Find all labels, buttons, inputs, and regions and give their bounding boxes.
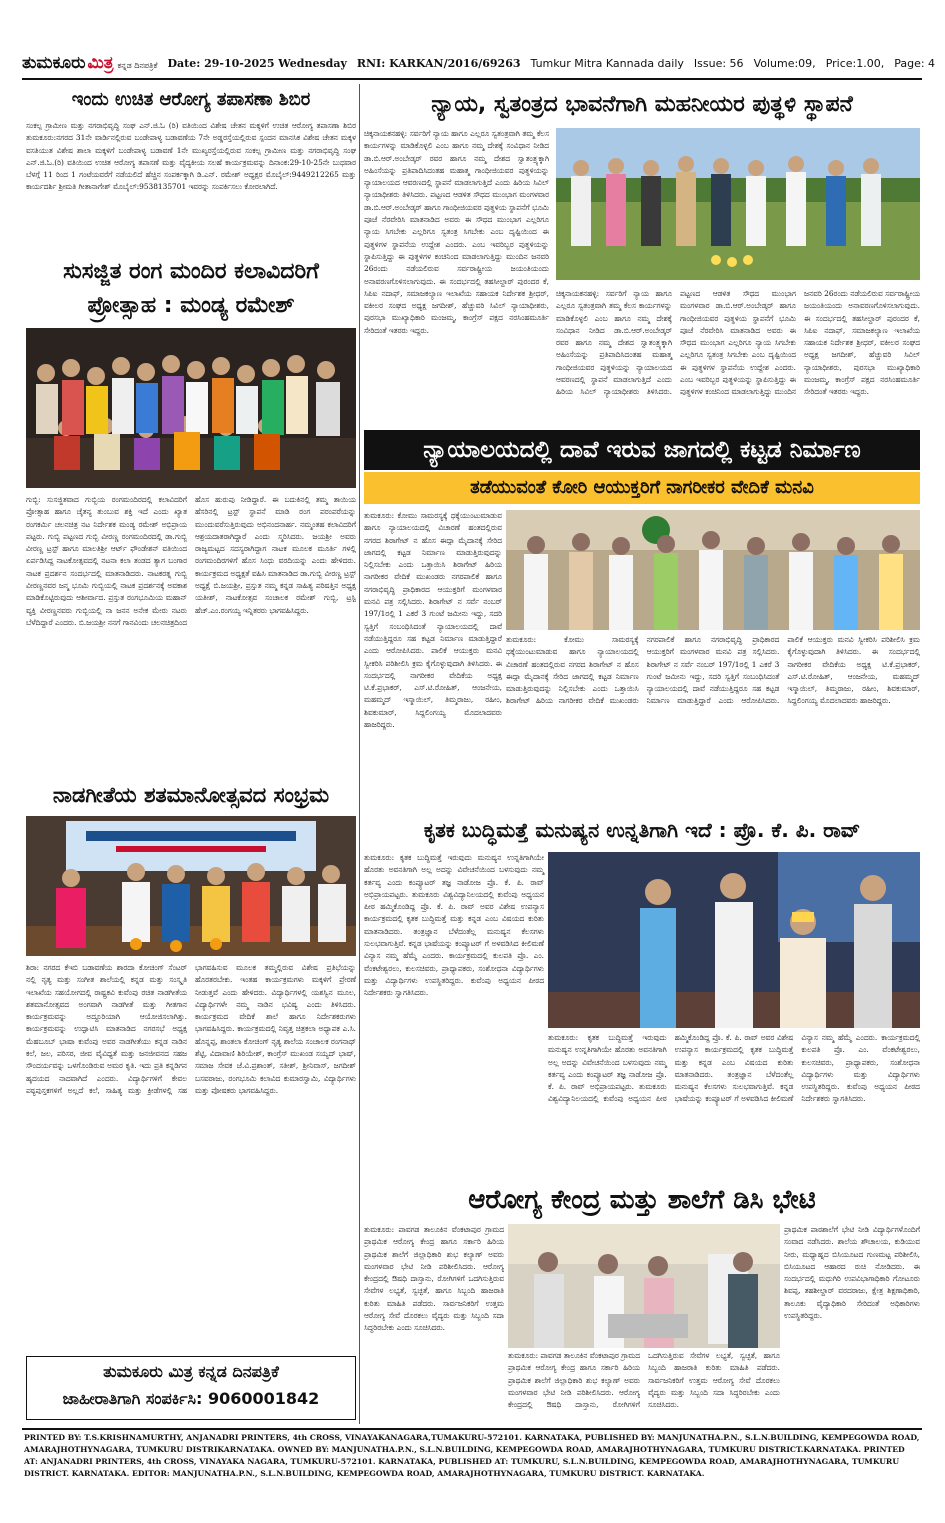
ranga-headline-line1: ಸುಸಜ್ಜಿತ ರಂಗ ಮಂದಿರ ಕಲಾವಿದರಿಗೆ [63,259,319,284]
kp-rao-felicitation-photo [548,852,920,1028]
ad-contact: ಜಾಹೀರಾತಿಗಾಗಿ ಸಂಪರ್ಕಿಸಿ: 9060001842 [62,1389,320,1408]
naadageete-headline: ನಾಡಗೀತೆಯ ಶತಮಾನೋತ್ಸವದ ಸಂಭ್ರಮ [52,783,330,807]
ranga-headline-line2: ಪ್ರೋತ್ಸಾಹ : ಮಂಡ್ಯ ರಮೇಶ್ [87,293,295,318]
court-headline: ನ್ಯಾಯಾಲಯದಲ್ಲಿ ದಾವೆ ಇರುವ ಜಾಗದಲ್ಲಿ ಕಟ್ಟಡ ನಿರ್ಮಾಣ [364,430,920,470]
health-camp-headline: ಇಂದು ಉಚಿತ ಆರೋಗ್ಯ ತಪಾಸಣಾ ಶಿಬಿರ [71,89,311,110]
court-petition-photo [506,510,920,630]
kp-rao-headline: ಕೃತಕ ಬುದ್ಧಿಮತ್ತೆ ಮನುಷ್ಯನ ಉನ್ನತಿಗಾಗಿ ಇದೆ : ಪ್ರೊ. ಕೆ. ಪಿ. ರಾವ್ [423,818,861,842]
page-number: Page: 4 [894,56,936,70]
newspaper-logo [22,53,157,73]
court-body-lead: ತುಮಕೂರು: ಕೋಮು ಸಾಮರಸ್ಯಕ್ಕೆ ಧಕ್ಕೆಯುಂಟುಮಾಡುವ ಹಾಗೂ ನ್ಯಾಯಾಲಯದಲ್ಲಿ ವಿಚಾರಣೆ ಹಂತದಲ್ಲಿರುವ ನಗರದ ಶಿರಾಗೇಟ್ ನ ಹೊಸ ಈದ್ಗಾ ಮೈದಾನಕ್ಕೆ ಸೇರಿದ ಜಾಗದಲ್ಲಿ ಕಟ್ಟಡ ನಿರ್ಮಾಣ ಮಾಡುತ್ತಿರುವುದನ್ನು ನಿಲ್ಲಿಸಬೇಕು ಎಂದು ಒತ್ತಾಯಿಸಿ ಶಿರಾಗೇಟ್ ಹಿರಿಯ ನಾಗರೀಕರ ವೇದಿಕೆ ಮುಖಂಡರು ನಗರಪಾಲಿಕೆ ಹಾಗೂ ನಗರಾಭಿವೃದ್ಧಿ ಪ್ರಾಧಿಕಾರದ ಆಯುಕ್ತರಿಗೆ ಮಂಗಳವಾರ ಮನವಿ ಪತ್ರ ಸಲ್ಲಿಸಿದರು. ಶಿರಾಗೇಟ್ ನ ಸರ್ವೆ ನಂಬರ್ 197/1ರಲ್ಲಿ 1 ಎಕರೆ 3 ಗುಂಟೆ ಜಮೀನು ಇದ್ದು, ಸದರಿ ಸ್ವತ್ತಿಗೆ ಸಂಬಂಧಿಸಿದಂತೆ ನ್ಯಾಯಾಲಯದಲ್ಲಿ ದಾವೆ ನಡೆಯುತ್ತಿದ್ದರೂ ಸಹ ಕಟ್ಟಡ ನಿರ್ಮಾಣ ಮಾಡುತ್ತಿದ್ದಾರೆ ಎಂದು ಆರೋಪಿಸಿದರು. ಪಾಲಿಕೆ ಆಯುಕ್ತರು ಮನವಿ ಸ್ವೀಕರಿಸಿ ಪರಿಶೀಲಿಸಿ ಕ್ರಮ ಕೈಗೊಳ್ಳುವುದಾಗಿ ತಿಳಿಸಿದರು. ಈ ಸಂದರ್ಭದಲ್ಲಿ ನಾಗರೀಕರ ವೇದಿಕೆಯ ಅಧ್ಯಕ್ಷ ಟಿ.ಕೆ.ಪ್ರಭಾಕರ್, ಎಸ್.ಟಿ.ರೋಹಿತ್, ಆಂಜನೇಯ, ಮಹಮ್ಮದ್ ಇಸ್ಮಾಯಿಲ್, ತಿಮ್ಮರಾಜು, ರಹೀಂ, ಶಿವಕುಮಾರ್, ಸಿದ್ದಲಿಂಗಯ್ಯ ಮೊದಲಾದವರು ಹಾಜರಿದ್ದರು. [364,511,502,730]
dc-visit-body-right: ಪ್ರಾಥಮಿಕ ಪಾಠಶಾಲೆಗೆ ಭೇಟಿ ನೀಡಿ ವಿದ್ಯಾರ್ಥಿಗಳೊಂದಿಗೆ ಸಂವಾದ ನಡೆಸಿದರು. ಶಾಲೆಯ ಶೌಚಾಲಯ, ಕುಡಿಯುವ ನೀರು, ಮಧ್ಯಾಹ್ನದ ಬಿಸಿಯೂಟದ ಗುಣಮಟ್ಟ ಪರಿಶೀಲಿಸಿ, ಬಿಸಿಯೂಟದ ಆಹಾರದ ರುಚಿ ನೋಡಿದರು. ಈ ಸಂದರ್ಭದಲ್ಲಿ ಮಧುಗಿರಿ ಉಪವಿಭಾಗಾಧಿಕಾರಿ ಗೋಟೂರು ಶಿವಪ್ಪ, ತಹಶೀಲ್ದಾರ್ ವರದರಾಜು, ಕ್ಷೇತ್ರ ಶಿಕ್ಷಣಾಧಿಕಾರಿ, ತಾಲೂಕು ವೈದ್ಯಾಧಿಕಾರಿ ಸೇರಿದಂತೆ ಅಧಿಕಾರಿಗಳು ಉಪಸ್ಥಿತರಿದ್ದರು. [784,1225,920,1321]
price: Price:1.00, [825,56,885,70]
ranga-group-photo [26,328,356,488]
volume-number: Volume:09, [753,56,816,70]
masthead-divider [22,78,922,80]
naadageete-event-photo [26,816,356,956]
imprint-footer: PRINTED BY: T.S.KRISHNAMURTHY, ANJANADRI PRINTERS, 4th CROSS, VINAYAKANAGARA,TUMAKURU-572101. KARNATAKA, PUBLISHED BY: MANJUNATHA.P.N., S.L.N.BUILDING, KEMPEGOWDA ROAD, AMARAJHOTHYNAGARA, TUMKURU DISTRIKARNATAKA. OWNED BY: MANJUNATHA.P.N., S.L.N.BUILDING, KEMPEGOWDA ROAD, AMARAJHOTHYNAGARA, TUMKURU DISTRICT.KARNATAKA. PRINTED AT: ANJANADRI PRINTERS, 4th CROSS, VINAYAKA NAGARA, TUMKURU-572101. KARNATAKA, PUBLISHED AT: TUMKURU, S.L.N.BUILDING, KEMPEGOWDA ROAD, AMARAJHOTHYNAGARA, TUMKURU DISTRICT. KARNATAKA. EDITOR: MANJUNATHA.P.N., S.L.N.BUILDING, KEMPEGOWDA ROAD, AMARAJHOTHYNAGARA, TUMKURU DISTRICT. KARNATAKA. [24,1433,920,1478]
issue-number: Issue: 56 [693,56,744,70]
paper-name: Tumkur Mitra Kannada daily [530,56,684,70]
dc-visit-body-left: ತುಮಕೂರು: ಪಾವಗಡ ತಾಲೂಕಿನ ವೆಂಕಟಾಪುರ ಗ್ರಾಮದ ಪ್ರಾಥಮಿಕ ಆರೋಗ್ಯ ಕೇಂದ್ರ ಹಾಗೂ ಸರ್ಕಾರಿ ಹಿರಿಯ ಪ್ರಾಥಮಿಕ ಶಾಲೆಗೆ ಜಿಲ್ಲಾಧಿಕಾರಿ ಶುಭ ಕಲ್ಯಾಣ್ ಅವರು ಮಂಗಳವಾರ ಭೇಟಿ ನೀಡಿ ಪರಿಶೀಲಿಸಿದರು. ಆರೋಗ್ಯ ಕೇಂದ್ರದಲ್ಲಿ ಔಷಧಿ ದಾಸ್ತಾನು, ರೋಗಿಗಳಿಗೆ ಒದಗಿಸುತ್ತಿರುವ ಸೇವೆಗಳ ಲಭ್ಯತೆ, ಸ್ವಚ್ಛತೆ, ಹಾಗೂ ಸಿಬ್ಬಂದಿ ಹಾಜರಾತಿ ಕುರಿತು ಮಾಹಿತಿ ಪಡೆದರು. ಸಾರ್ವಜನಿಕರಿಗೆ ಉತ್ತಮ ಆರೋಗ್ಯ ಸೇವೆ ದೊರಕಲು ವೈದ್ಯರು ಮತ್ತು ಸಿಬ್ಬಂದಿ ಸದಾ ಸಿದ್ಧರಿರಬೇಕು ಎಂದು ಸೂಚಿಸಿದರು. [364,1225,504,1333]
masthead [22,50,936,76]
ranga-body: ಗುಬ್ಬಿ: ಸುಸಜ್ಜಿತವಾದ ಗುಬ್ಬಿಯ ರಂಗಮಂದಿರದಲ್ಲಿ ಕಲಾವಿದರಿಗೆ ಪ್ರೋತ್ಸಾಹ ಹಾಗೂ ಚೈತನ್ಯ ತುಂಬುವ ಶಕ್ತಿ ಇದೆ ಎಂದು ಖ್ಯಾತ ರಂಗಕರ್ಮಿ ಚಲನಚಿತ್ರ ನಟ ನಿರ್ದೇಶಕ ಮಂಡ್ಯ ರಮೇಶ್ ಅಭಿಪ್ರಾಯ ಪಟ್ಟರು. ಗುಬ್ಬಿ ಪಟ್ಟಣದ ಗುಬ್ಬಿ ವೀರಣ್ಣ ರಂಗಮಂದಿರದಲ್ಲಿ ಡಾ.ಗುಬ್ಬಿ ವೀರಣ್ಣ ಟ್ರಸ್ಟ್ ಹಾಗೂ ಮಾಲತಿಶ್ರೀ ಆರ್ಟ್ ಫೌಂಡೇಶನ್ ವತಿಯಿಂದ ಏರ್ಪಡಿಸಿದ್ದ ನಾಟಕೋತ್ಸವದಲ್ಲಿ ನಟನಾ ಕಲಾ ತಂಡದ ತ್ಯಾಗ ಬಂಗಾರ ನಾಟಕ ಪ್ರದರ್ಶನ ಸಂದರ್ಭದಲ್ಲಿ ಮಾತನಾಡಿದರು. ನಾಟಕರತ್ನ ಗುಬ್ಬಿ ವೀರಣ್ಣನವರ ಜನ್ಮ ಭೂಮಿ ಗುಬ್ಬಿಯಲ್ಲಿ ನಾಟಕ ಪ್ರದರ್ಶನಕ್ಕೆ ಅವಕಾಶ ಮಾಡಿಕೊಟ್ಟಿರುವುದು ಆಶೀರ್ವಾದ. ಪ್ರಸ್ತುತ ರಂಗಭೂಮಿಯ ಮಹಾನ್ ವ್ಯಕ್ತಿ ವೀರಣ್ಣನವರು ಗುಬ್ಬಿಯಲ್ಲಿ ನಾ ಜನನ ಅನೇಕ ಮೇರು ನಟರು ಬೆಳೆದಿದ್ದಾರೆ ಎಂದರು. ಬಿ.ಜಯಶ್ರೀ ನನಗೆ ಗಾನವಿಂದು ಚಲನಚಿತ್ರದಿಂದ ಹೊಸ ಹುರುಪು ನೀಡಿದ್ದಾರೆ. ಈ ಬದುಕಿನಲ್ಲಿ ತಮ್ಮ ತಾಯಿಯ ಹೆಸರಿನಲ್ಲಿ ಟ್ರಸ್ಟ್ ಸ್ಥಾಪನೆ ಮಾಡಿ ರಂಗ ಪರಂಪರೆಯನ್ನು ಮುಂದುವರೆಸುತ್ತಿರುವುದು ಅಭಿನಂದನಾರ್ಹ. ನಮ್ಮಂತಹ ಕಲಾವಿದರಿಗೆ ಆಶ್ರಯದಾತರಾಗಿದ್ದಾರೆ ಎಂದು ಸ್ಮರಿಸಿದರು. ಜಯಶ್ರೀ ಅವರು ರಾಜ್ಯಮಟ್ಟದ ಸದಸ್ಯರಾಗಿದ್ದಾಗ ನಾಟಕ ಮೂಲಕ ಮೂರ್ತಿ ಗಳಲ್ಲಿ ರಂಗಮಂದಿರಗಳಿಗೆ ಹೊಸ ಸಿಂಧು ವರದಿಯನ್ನು ಎಂದು ಹೇಳಿದರು. ಕಾರ್ಯಕ್ರಮದ ಅಧ್ಯಕ್ಷತೆ ವಹಿಸಿ ಮಾತನಾಡಿದ ಡಾ.ಗುಬ್ಬಿ ವೀರಣ್ಣ ಟ್ರಸ್ಟ್ ಅಧ್ಯಕ್ಷೆ ಬಿ.ಜಯಶ್ರೀ, ಪ್ರಸ್ತುತ ನಮ್ಮ ಕನ್ನಡ ಸಾಹಿತ್ಯ ಪರಿಷತ್ತಿನ ಅಧ್ಯಕ್ಷ ಯತೀಶ್, ನಾಟಕೋತ್ಸವ ಸಂಚಾಲಕ ರಮೇಶ್ ಗುಬ್ಬಿ, ಟ್ರಸ್ಟಿ ಹೆಚ್.ಎಂ.ರಂಗಯ್ಯ ಇನ್ನಿತರರು ಭಾಗವಹಿಸಿದ್ದರು. [26,495,356,627]
rni-number: RNI: KARKAN/2016/69263 [356,56,521,70]
naadageete-body: ಶಿರಾ: ನಗರದ ಕೆಇಬಿ ಬಡಾವಣೆಯ ಶಾರದಾ ಕೋಚಿಂಗ್ ಸೆಂಟರ್ ನಲ್ಲಿ ನೃತ್ಯ ಮತ್ತು ಸಂಗೀತ ಶಾಲೆಯಲ್ಲಿ ಕನ್ನಡ ಮತ್ತು ಸಂಸ್ಕೃತಿ ಇಲಾಖೆಯ ಸಹಯೋಗದಲ್ಲಿ ರಾಷ್ಟ್ರಕವಿ ಕುವೆಂಪು ರಚಿತ ನಾಡಗೀತೆಯ ಶತಮಾನೋತ್ಸವದ ಅಂಗವಾಗಿ ನಾಡಗೀತೆ ಮತ್ತು ಗೀತಗಾನ ಕಾರ್ಯಕ್ರಮವನ್ನು ಅದ್ದೂರಿಯಾಗಿ ಆಯೋಜಿಸಲಾಗಿತ್ತು. ಕಾರ್ಯಕ್ರಮವನ್ನು ಉದ್ಘಾಟಿಸಿ ಮಾತನಾಡಿದ ನಗರಸಭೆ ಅಧ್ಯಕ್ಷ ಮೆಹಬೂಬ್ ಭಾಷಾ ಕುವೆಂಪು ಅವರ ನಾಡಗೀತೆಯು ಕನ್ನಡ ನಾಡಿನ ಕಲೆ, ಜಲ, ಪರಿಸರ, ಜೀವ ವೈವಿಧ್ಯತೆ ಮತ್ತು ಜನಜೀವನದ ಸಹಜ ಸೌಂದರ್ಯವನ್ನು ಒಳಗೊಂಡಿರುವ ಅಮರ ಕೃತಿ. ಇದು ಪ್ರತಿ ಕನ್ನಡಿಗನ ಹೃದಯದ ನಾದವಾಗಿದೆ ಎಂದರು. ವಿದ್ಯಾರ್ಥಿಗಳಿಗೆ ಕೇವಲ ಪಠ್ಯಪುಸ್ತಕಗಳಿಗೆ ಅಲ್ಲದೆ ಕಲೆ, ಸಾಹಿತ್ಯ ಮತ್ತು ಕ್ರೀಡೆಗಳಲ್ಲಿ ಸಹ ಭಾಗವಹಿಸುವ ಮೂಲಕ ತಮ್ಮಲ್ಲಿರುವ ವಿಶೇಷ ಪ್ರತಿಭೆಯನ್ನು ಹೊರತರಬೇಕು. ಇಂತಹ ಕಾರ್ಯಕ್ರಮಗಳು ಮಕ್ಕಳಿಗೆ ಪ್ರೇರಣೆ ನೀಡುತ್ತವೆ ಎಂದು ಹೇಳಿದರು. ವಿದ್ಯಾರ್ಥಿಗಳಲ್ಲಿ ಯಶಸ್ವಿನ ಮೂಲ, ವಿದ್ಯಾರ್ಥಿಗಳೇ ನಮ್ಮ ನಾಡಿನ ಭವಿಷ್ಯ ಎಂದು ತಿಳಿಸಿದರು. ಕಾರ್ಯಕ್ರಮದ ವೇದಿಕೆ ಶಾಲೆ ಹಾಗೂ ನಿರ್ದೇಶಕರುಗಳು ಭಾಗವಹಿಸಿದ್ದರು. ಕಾರ್ಯಕ್ರಮದಲ್ಲಿ ನಿವೃತ್ತ ಚಿತ್ರಕಲಾ ಅಧ್ಯಾಪಕ ಎ.ಸಿ. ಹೊನ್ನಪ್ಪ, ಶಾಂತಲಾ ಕೋಚಿಂಗ್ ನೃತ್ಯ ಶಾಲೆಯ ಸಂಚಾಲಕ ರಂಗನಾಥ್ ಶೆಟ್ಟಿ, ವಿದಾವಾಣಿ ಶಿರಿಯೇಶ್, ಕಾಂಗ್ರೆಸ್ ಮುಖಂಡ ಸಯ್ಯದ್ ಭಾಷ್, ಸಮಾಜ ಸೇವಕ ಜೆ.ವಿ.ಪ್ರಶಾಂತ್, ಸತೀಶ್, ಶ್ರೀನಿವಾಸ್, ಜಗದೀಶ್ ಬಸವರಾಜು, ರಂಗಭೂಮಿ ಕಲಾವಿದ ಕುಮಾರಸ್ವಾಮಿ, ವಿದ್ಯಾರ್ಥಿಗಳು ಮತ್ತು ಪೋಷಕರು ಭಾಗವಹಿಸಿದ್ದರು. [26,963,356,1095]
advertisement-box [26,1356,356,1420]
court-subheadline: ತಡೆಯುವಂತೆ ಕೋರಿ ಆಯುಕ್ತರಿಗೆ ನಾಗರೀಕರ ವೇದಿಕೆ ಮನವಿ [364,472,920,504]
column-divider [359,84,360,1424]
logo-main: ತುಮಕೂರು [22,53,86,73]
statue-body-continued: ಚಿಕ್ಕನಾಯಕನಹಳ್ಳಿ: ಸರ್ವರಿಗೆ ನ್ಯಾಯ ಹಾಗೂ ಎಲ್ಲರೂ ಸ್ವತಂತ್ರವಾಗಿ ತಮ್ಮ ಕೆಲಸ ಕಾರ್ಯಗಳನ್ನು ಮಾಡಿಕೊಳ್ಳಲಿ ಎಂಬ ಹಾಗೂ ನಮ್ಮ ದೇಶಕ್ಕೆ ಸಂವಿಧಾನ ನೀಡಿದ ಡಾ.ಬಿ.ಆರ್.ಅಂಬೇಡ್ಕರ್ ರವರ ಹಾಗೂ ನಮ್ಮ ದೇಶದ ಸ್ವಾತಂತ್ರ್ಯಕ್ಕಾಗಿ ಅಹಿಂಸೆಯನ್ನು ಪ್ರತಿಪಾದಿಸಿದಂತಹ ಮಹಾತ್ಮ ಗಾಂಧೀಜಿಯವರ ಪುತ್ಥಳಿಯನ್ನು ನ್ಯಾಯಾಲಯದ ಆವರಣದಲ್ಲಿ ಸ್ಥಾಪನೆ ಮಾಡಲಾಗುತ್ತಿದೆ ಎಂದು ಹಿರಿಯ ಸಿವಿಲ್ ನ್ಯಾಯಾಧೀಶರು ತಿಳಿಸಿದರು. ಪಟ್ಟಣದ ಆಡಳಿತ ಸೌಧದ ಮುಂಭಾಗ ಮಂಗಳವಾರ ಡಾ.ಬಿ.ಆರ್.ಅಂಬೇಡ್ಕರ್ ಹಾಗೂ ಗಾಂಧೀಜಿಯವರ ಪುತ್ಥಳಿಯ ಸ್ಥಾಪನೆಗೆ ಭೂಮಿ ಪೂಜೆ ನೆರವೇರಿಸಿ ಮಾತನಾಡಿದ ಅವರು ಈ ಸೌಧದ ಮುಂಭಾಗ ಎಲ್ಲರಿಗೂ ನ್ಯಾಯ ಸಿಗಬೇಕು ಎಲ್ಲರಿಗೂ ಸ್ವತಂತ್ರ ಸಿಗಬೇಕು ಎಂಬ ದೃಷ್ಟಿಯಿಂದ ಈ ಪುತ್ಥಳಿಗಳ ಸ್ಥಾಪನೆಯ ಉದ್ದೇಶ ಎಂದರು. ಎಂಬ ಇವರಿಬ್ಬರ ಪುತ್ಥಳಿಯನ್ನು ಸ್ಥಾಪಿಸುತ್ತಿದ್ದು ಈ ಪುತ್ಥಳಿಗಳ ಕಂಚಿನಿಂದ ಮಾಡಲಾಗುತ್ತಿದ್ದು ಮುಂದಿನ ಜನವರಿ 26ರಂದು ನಡೆಯಲಿರುವ ಸರ್ವರಾಷ್ಟ್ರೀಯ ಜಯಂತಿಯಂದು ಅನಾವರಣಗೊಳಿಸಲಾಗುವುದು. ಈ ಸಂದರ್ಭದಲ್ಲಿ ತಹಸೀಲ್ದಾರ್ ಪುರಂದರ ಕೆ, ಸಿಪಿಐ ನದಾಫ್, ಸಮಾಜಕಲ್ಯಾಣ ಇಲಾಖೆಯ ಸಹಾಯಕ ನಿರ್ದೇಶಕ ಶ್ರೀಧರ್, ವಕೀಲರ ಸಂಘದ ಅಧ್ಯಕ್ಷ ಜಗದೀಶ್, ಹೆಚ್ಚುವರಿ ಸಿವಿಲ್ ನ್ಯಾಯಾಧೀಶರು, ಪುರಸಭಾ ಮುಖ್ಯಾಧಿಕಾರಿ ಮಂಜಮ್ಮ, ಕಾಂಗ್ರೆಸ್ ಪಕ್ಷದ ನರಸಿಂಹಮೂರ್ತಿ ಸೇರಿದಂತೆ ಇತರರು ಇದ್ದರು. [556,289,920,397]
statue-foundation-photo [556,128,920,280]
logo-accent: ಮಿತ್ರ [87,53,114,73]
statue-body-lead: ಚಿಕ್ಕನಾಯಕನಹಳ್ಳಿ: ಸರ್ವರಿಗೆ ನ್ಯಾಯ ಹಾಗೂ ಎಲ್ಲರೂ ಸ್ವತಂತ್ರವಾಗಿ ತಮ್ಮ ಕೆಲಸ ಕಾರ್ಯಗಳನ್ನು ಮಾಡಿಕೊಳ್ಳಲಿ ಎಂಬ ಹಾಗೂ ನಮ್ಮ ದೇಶಕ್ಕೆ ಸಂವಿಧಾನ ನೀಡಿದ ಡಾ.ಬಿ.ಆರ್.ಅಂಬೇಡ್ಕರ್ ರವರ ಹಾಗೂ ನಮ್ಮ ದೇಶದ ಸ್ವಾತಂತ್ರ್ಯಕ್ಕಾಗಿ ಅಹಿಂಸೆಯನ್ನು ಪ್ರತಿಪಾದಿಸಿದಂತಹ ಮಹಾತ್ಮ ಗಾಂಧೀಜಿಯವರ ಪುತ್ಥಳಿಯನ್ನು ನ್ಯಾಯಾಲಯದ ಆವರಣದಲ್ಲಿ ಸ್ಥಾಪನೆ ಮಾಡಲಾಗುತ್ತಿದೆ ಎಂದು ಹಿರಿಯ ಸಿವಿಲ್ ನ್ಯಾಯಾಧೀಶರು ತಿಳಿಸಿದರು. ಪಟ್ಟಣದ ಆಡಳಿತ ಸೌಧದ ಮುಂಭಾಗ ಮಂಗಳವಾರ ಡಾ.ಬಿ.ಆರ್.ಅಂಬೇಡ್ಕರ್ ಹಾಗೂ ಗಾಂಧೀಜಿಯವರ ಪುತ್ಥಳಿಯ ಸ್ಥಾಪನೆಗೆ ಭೂಮಿ ಪೂಜೆ ನೆರವೇರಿಸಿ ಮಾತನಾಡಿದ ಅವರು ಈ ಸೌಧದ ಮುಂಭಾಗ ಎಲ್ಲರಿಗೂ ನ್ಯಾಯ ಸಿಗಬೇಕು ಎಲ್ಲರಿಗೂ ಸ್ವತಂತ್ರ ಸಿಗಬೇಕು ಎಂಬ ದೃಷ್ಟಿಯಿಂದ ಈ ಪುತ್ಥಳಿಗಳ ಸ್ಥಾಪನೆಯ ಉದ್ದೇಶ ಎಂದರು. ಎಂಬ ಇವರಿಬ್ಬರ ಪುತ್ಥಳಿಯನ್ನು ಸ್ಥಾಪಿಸುತ್ತಿದ್ದು ಈ ಪುತ್ಥಳಿಗಳ ಕಂಚಿನಿಂದ ಮಾಡಲಾಗುತ್ತಿದ್ದು ಮುಂದಿನ ಜನವರಿ 26ರಂದು ನಡೆಯಲಿರುವ ಸರ್ವರಾಷ್ಟ್ರೀಯ ಜಯಂತಿಯಂದು ಅನಾವರಣಗೊಳಿಸಲಾಗುವುದು. ಈ ಸಂದರ್ಭದಲ್ಲಿ ತಹಸೀಲ್ದಾರ್ ಪುರಂದರ ಕೆ, ಸಿಪಿಐ ನದಾಫ್, ಸಮಾಜಕಲ್ಯಾಣ ಇಲಾಖೆಯ ಸಹಾಯಕ ನಿರ್ದೇಶಕ ಶ್ರೀಧರ್, ವಕೀಲರ ಸಂಘದ ಅಧ್ಯಕ್ಷ ಜಗದೀಶ್, ಹೆಚ್ಚುವರಿ ಸಿವಿಲ್ ನ್ಯಾಯಾಧೀಶರು, ಪುರಸಭಾ ಮುಖ್ಯಾಧಿಕಾರಿ ಮಂಜಮ್ಮ, ಕಾಂಗ್ರೆಸ್ ಪಕ್ಷದ ನರಸಿಂಹಮೂರ್ತಿ ಸೇರಿದಂತೆ ಇತರರು ಇದ್ದರು. [364,129,549,335]
dc-visit-headline: ಆರೋಗ್ಯ ಕೇಂದ್ರ ಮತ್ತು ಶಾಲೆಗೆ ಡಿಸಿ ಭೇಟಿ [468,1185,816,1215]
kp-rao-body: ತುಮಕೂರು: ಕೃತಕ ಬುದ್ಧಿಮತ್ತೆ ಇರುವುದು ಮನುಷ್ಯನ ಉನ್ನತಿಗಾಗಿಯೇ ಹೊರತು ಅವನತಿಗಾಗಿ ಅಲ್ಲ ಅದನ್ನು ವಿವೇಚನೆಯಿಂದ ಬಳಸುವುದು ನಮ್ಮ ಕರ್ತವ್ಯ ಎಂದು ಕಂಪ್ಯೂಟರ್ ತಜ್ಞ ನಾಡೋಜ ಪ್ರೊ. ಕೆ. ಪಿ. ರಾವ್ ಅಭಿಪ್ರಾಯಪಟ್ಟರು. ತುಮಕೂರು ವಿಶ್ವವಿದ್ಯಾನಿಲಯದಲ್ಲಿ ಕುವೆಂಪು ಅಧ್ಯಯನ ಪೀಠ ಹಮ್ಮಿಕೊಂಡಿದ್ದ ಪ್ರೊ. ಕೆ. ಪಿ. ರಾವ್ ಅವರ ವಿಶೇಷ ಉಪನ್ಯಾಸ ಕಾರ್ಯಕ್ರಮದಲ್ಲಿ ಕೃತಕ ಬುದ್ಧಿಮತ್ತೆ ಮತ್ತು ಕನ್ನಡ ಎಂಬ ವಿಷಯದ ಕುರಿತು ಮಾತನಾಡಿದರು. ತಂತ್ರಜ್ಞಾನ ಬೆಳೆದಂತೆಲ್ಲ ಮನುಷ್ಯನ ಕೆಲಸಗಳು ಸುಲಭವಾಗುತ್ತಿವೆ. ಕನ್ನಡ ಭಾಷೆಯನ್ನು ಕಂಪ್ಯೂಟರ್ ಗೆ ಅಳವಡಿಸಿದ ಕೀಲಿಮಣೆ ವಿನ್ಯಾಸ ನಮ್ಮ ಹೆಮ್ಮೆ ಎಂದರು. ಕಾರ್ಯಕ್ರಮದಲ್ಲಿ ಕುಲಪತಿ ಪ್ರೊ. ಎಂ. ವೆಂಕಟೇಶ್ವರಲು, ಕುಲಸಚಿವರು, ಪ್ರಾಧ್ಯಾಪಕರು, ಸಂಶೋಧನಾ ವಿದ್ಯಾರ್ಥಿಗಳು ಮತ್ತು ವಿದ್ಯಾರ್ಥಿಗಳು ಉಪಸ್ಥಿತರಿದ್ದರು. ಕುವೆಂಪು ಅಧ್ಯಯನ ಪೀಠದ ನಿರ್ದೇಶಕರು ಸ್ವಾಗತಿಸಿದರು. [364,853,544,998]
dc-visit-hospital-photo [508,1224,780,1348]
kp-rao-body-continued: ತುಮಕೂರು: ಕೃತಕ ಬುದ್ಧಿಮತ್ತೆ ಇರುವುದು ಮನುಷ್ಯನ ಉನ್ನತಿಗಾಗಿಯೇ ಹೊರತು ಅವನತಿಗಾಗಿ ಅಲ್ಲ ಅದನ್ನು ವಿವೇಚನೆಯಿಂದ ಬಳಸುವುದು ನಮ್ಮ ಕರ್ತವ್ಯ ಎಂದು ಕಂಪ್ಯೂಟರ್ ತಜ್ಞ ನಾಡೋಜ ಪ್ರೊ. ಕೆ. ಪಿ. ರಾವ್ ಅಭಿಪ್ರಾಯಪಟ್ಟರು. ತುಮಕೂರು ವಿಶ್ವವಿದ್ಯಾನಿಲಯದಲ್ಲಿ ಕುವೆಂಪು ಅಧ್ಯಯನ ಪೀಠ ಹಮ್ಮಿಕೊಂಡಿದ್ದ ಪ್ರೊ. ಕೆ. ಪಿ. ರಾವ್ ಅವರ ವಿಶೇಷ ಉಪನ್ಯಾಸ ಕಾರ್ಯಕ್ರಮದಲ್ಲಿ ಕೃತಕ ಬುದ್ಧಿಮತ್ತೆ ಮತ್ತು ಕನ್ನಡ ಎಂಬ ವಿಷಯದ ಕುರಿತು ಮಾತನಾಡಿದರು. ತಂತ್ರಜ್ಞಾನ ಬೆಳೆದಂತೆಲ್ಲ ಮನುಷ್ಯನ ಕೆಲಸಗಳು ಸುಲಭವಾಗುತ್ತಿವೆ. ಕನ್ನಡ ಭಾಷೆಯನ್ನು ಕಂಪ್ಯೂಟರ್ ಗೆ ಅಳವಡಿಸಿದ ಕೀಲಿಮಣೆ ವಿನ್ಯಾಸ ನಮ್ಮ ಹೆಮ್ಮೆ ಎಂದರು. ಕಾರ್ಯಕ್ರಮದಲ್ಲಿ ಕುಲಪತಿ ಪ್ರೊ. ಎಂ. ವೆಂಕಟೇಶ್ವರಲು, ಕುಲಸಚಿವರು, ಪ್ರಾಧ್ಯಾಪಕರು, ಸಂಶೋಧನಾ ವಿದ್ಯಾರ್ಥಿಗಳು ಮತ್ತು ವಿದ್ಯಾರ್ಥಿಗಳು ಉಪಸ್ಥಿತರಿದ್ದರು. ಕುವೆಂಪು ಅಧ್ಯಯನ ಪೀಠದ ನಿರ್ದೇಶಕರು ಸ್ವಾಗತಿಸಿದರು. [548,1033,920,1104]
footer-divider [22,1428,922,1430]
dc-visit-body-continued: ತುಮಕೂರು: ಪಾವಗಡ ತಾಲೂಕಿನ ವೆಂಕಟಾಪುರ ಗ್ರಾಮದ ಪ್ರಾಥಮಿಕ ಆರೋಗ್ಯ ಕೇಂದ್ರ ಹಾಗೂ ಸರ್ಕಾರಿ ಹಿರಿಯ ಪ್ರಾಥಮಿಕ ಶಾಲೆಗೆ ಜಿಲ್ಲಾಧಿಕಾರಿ ಶುಭ ಕಲ್ಯಾಣ್ ಅವರು ಮಂಗಳವಾರ ಭೇಟಿ ನೀಡಿ ಪರಿಶೀಲಿಸಿದರು. ಆರೋಗ್ಯ ಕೇಂದ್ರದಲ್ಲಿ ಔಷಧಿ ದಾಸ್ತಾನು, ರೋಗಿಗಳಿಗೆ ಒದಗಿಸುತ್ತಿರುವ ಸೇವೆಗಳ ಲಭ್ಯತೆ, ಸ್ವಚ್ಛತೆ, ಹಾಗೂ ಸಿಬ್ಬಂದಿ ಹಾಜರಾತಿ ಕುರಿತು ಮಾಹಿತಿ ಪಡೆದರು. ಸಾರ್ವಜನಿಕರಿಗೆ ಉತ್ತಮ ಆರೋಗ್ಯ ಸೇವೆ ದೊರಕಲು ವೈದ್ಯರು ಮತ್ತು ಸಿಬ್ಬಂದಿ ಸದಾ ಸಿದ್ಧರಿರಬೇಕು ಎಂದು ಸೂಚಿಸಿದರು. [508,1351,780,1410]
logo-tagline: ಕನ್ನಡ ದಿನಪತ್ರಿಕೆ [117,61,158,70]
health-camp-body: ಸಂಕಲ್ಪ ಗ್ರಾಮೀಣ ಮತ್ತು ನಗರಾಭಿವೃದ್ಧಿ ಸಂಘ ಎನ್.ಜಿ.ಓ (ರಿ) ವತಿಯಿಂದ ವಿಶೇಷ ಚೇತನ ಮಕ್ಕಳಿಗೆ ಉಚಿತ ಆರೋಗ್ಯ ತಪಾಸಣಾ ಶಿಬಿರ ತುಮಕೂರು:ನಗರದ 31ನೇ ವಾರ್ಡಿನಲ್ಲಿರುವ ಬಂಡೇಪಾಳ್ಯ ಬಡಾವಣೆಯ 7ನೇ ಅಡ್ಡರಸ್ತೆಯಲ್ಲಿರುವ ಸ್ಪಂದನ ಮಾನಸಿಕ ವಿಶೇಷ ಚೇತನ ಮಕ್ಕಳ ವಸತಿಯುತ ವಿಶೇಷ ಶಾಲಾ ಮಕ್ಕಳಿಗೆ ಬಂಡೇಪಾಳ್ಯ ಬಡಾವಣೆ 1ನೇ ಮುಖ್ಯರಸ್ತೆಯಲ್ಲಿರುವ ಸಂಕಲ್ಪ ಗ್ರಾಮೀಣ ಮತ್ತು ನಗರಾಭಿವೃದ್ಧಿ ಸಂಘ ಎನ್.ಜಿ.ಓ.(ರಿ) ವತಿಯಿಂದ ಉಚಿತ ಆರೋಗ್ಯ ತಪಾಸಣೆ ಮತ್ತು ವೈದ್ಯಕೀಯ ಸಲಹೆ ಕಾರ್ಯಕ್ರಮವನ್ನು ದಿನಾಂಕ:29-10-25ನೇ ಬುಧವಾರ ಬೆಳಗ್ಗೆ 11 ರಿಂದ 1 ಗಂಟೆಯವರೆಗೆ ನಡೆಯಲಿದೆ ಹೆಚ್ಚಿನ ಸಂಪರ್ಕಕ್ಕಾಗಿ ಡಿ.ಎನ್. ರಮೇಶ್ ಅಧ್ಯಕ್ಷರ ಮೊಬೈಲ್:9449212265 ಮತ್ತು ಕಾರ್ಯದರ್ಶಿ ಶ್ರೀಮತಿ ಗೀತಾನಾಗೇಶ್ ಮೊಬೈಲ್:9538135701 ಇವರನ್ನು ಸಂಪರ್ಕಿಸಲು ಕೋರಲಾಗಿದೆ. [26,121,356,192]
ad-title: ತುಮಕೂರು ಮಿತ್ರ ಕನ್ನಡ ದಿನಪತ್ರಿಕೆ [103,1362,279,1381]
court-body-continued: ತುಮಕೂರು: ಕೋಮು ಸಾಮರಸ್ಯಕ್ಕೆ ಧಕ್ಕೆಯುಂಟುಮಾಡುವ ಹಾಗೂ ನ್ಯಾಯಾಲಯದಲ್ಲಿ ವಿಚಾರಣೆ ಹಂತದಲ್ಲಿರುವ ನಗರದ ಶಿರಾಗೇಟ್ ನ ಹೊಸ ಈದ್ಗಾ ಮೈದಾನಕ್ಕೆ ಸೇರಿದ ಜಾಗದಲ್ಲಿ ಕಟ್ಟಡ ನಿರ್ಮಾಣ ಮಾಡುತ್ತಿರುವುದನ್ನು ನಿಲ್ಲಿಸಬೇಕು ಎಂದು ಒತ್ತಾಯಿಸಿ ಶಿರಾಗೇಟ್ ಹಿರಿಯ ನಾಗರೀಕರ ವೇದಿಕೆ ಮುಖಂಡರು ನಗರಪಾಲಿಕೆ ಹಾಗೂ ನಗರಾಭಿವೃದ್ಧಿ ಪ್ರಾಧಿಕಾರದ ಆಯುಕ್ತರಿಗೆ ಮಂಗಳವಾರ ಮನವಿ ಪತ್ರ ಸಲ್ಲಿಸಿದರು. ಶಿರಾಗೇಟ್ ನ ಸರ್ವೆ ನಂಬರ್ 197/1ರಲ್ಲಿ 1 ಎಕರೆ 3 ಗುಂಟೆ ಜಮೀನು ಇದ್ದು, ಸದರಿ ಸ್ವತ್ತಿಗೆ ಸಂಬಂಧಿಸಿದಂತೆ ನ್ಯಾಯಾಲಯದಲ್ಲಿ ದಾವೆ ನಡೆಯುತ್ತಿದ್ದರೂ ಸಹ ಕಟ್ಟಡ ನಿರ್ಮಾಣ ಮಾಡುತ್ತಿದ್ದಾರೆ ಎಂದು ಆರೋಪಿಸಿದರು. ಪಾಲಿಕೆ ಆಯುಕ್ತರು ಮನವಿ ಸ್ವೀಕರಿಸಿ ಪರಿಶೀಲಿಸಿ ಕ್ರಮ ಕೈಗೊಳ್ಳುವುದಾಗಿ ತಿಳಿಸಿದರು. ಈ ಸಂದರ್ಭದಲ್ಲಿ ನಾಗರೀಕರ ವೇದಿಕೆಯ ಅಧ್ಯಕ್ಷ ಟಿ.ಕೆ.ಪ್ರಭಾಕರ್, ಎಸ್.ಟಿ.ರೋಹಿತ್, ಆಂಜನೇಯ, ಮಹಮ್ಮದ್ ಇಸ್ಮಾಯಿಲ್, ತಿಮ್ಮರಾಜು, ರಹೀಂ, ಶಿವಕುಮಾರ್, ಸಿದ್ದಲಿಂಗಯ್ಯ ಮೊದಲಾದವರು ಹಾಜರಿದ್ದರು. [506,635,920,706]
statue-headline: ನ್ಯಾಯ, ಸ್ವತಂತ್ರದ ಭಾವನೆಗಾಗಿ ಮಹನೀಯರ ಪುತ್ಥಳಿ ಸ್ಥಾಪನೆ [431,92,853,117]
issue-date: Date: 29-10-2025 Wednesday [167,56,347,70]
